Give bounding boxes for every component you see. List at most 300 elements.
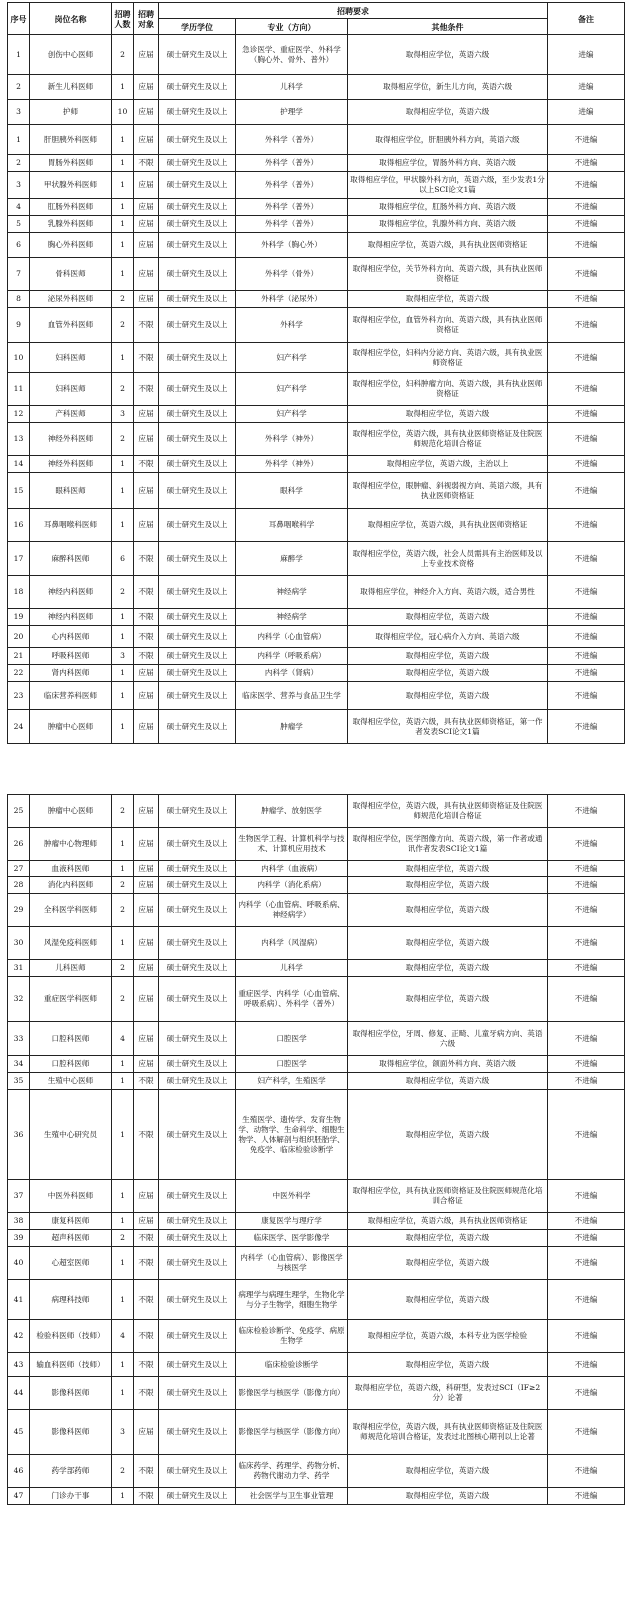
table-row	[8, 1280, 625, 1320]
cell-remark: 不进编	[548, 977, 625, 1022]
cell-other: 取得相应学位，英语六级	[348, 1247, 548, 1280]
cell-other: 取得相应学位，英语六级，具有执业医师资格证及住院医师规范化培训合格证	[348, 795, 548, 828]
cell-target: 不限	[134, 1320, 159, 1353]
cell-remark: 不进编	[548, 710, 625, 744]
cell-seq: 26	[8, 828, 30, 861]
table-row	[8, 861, 625, 877]
cell-degree: 硕士研究生及以上	[159, 1230, 236, 1247]
cell-position: 输血科医师（技师）	[30, 1353, 112, 1377]
cell-remark: 不进编	[548, 682, 625, 710]
cell-seq: 27	[8, 861, 30, 877]
cell-other: 取得相应学位，英语六级，本科专业为医学检验	[348, 1320, 548, 1353]
table-row	[8, 75, 625, 100]
cell-target: 不限	[134, 609, 159, 626]
cell-target: 应届	[134, 828, 159, 861]
cell-other: 取得相应学位，英语六级	[348, 35, 548, 75]
cell-target: 应届	[134, 927, 159, 960]
cell-position: 药学部药师	[30, 1455, 112, 1488]
cell-other: 取得相应学位，眼肿瘤、斜视弱视方向、英语六级，具有执业医师资格证	[348, 473, 548, 509]
cell-major: 生物医学工程、计算机科学与技术、计算机应用技术	[236, 828, 348, 861]
cell-count: 3	[112, 648, 134, 665]
cell-major: 耳鼻咽喉科学	[236, 509, 348, 542]
cell-count: 3	[112, 1410, 134, 1455]
cell-other: 取得相应学位，具有执业医师资格证及住院医师规范化培训合格证	[348, 1180, 548, 1213]
cell-seq: 7	[8, 258, 30, 291]
cell-degree: 硕士研究生及以上	[159, 861, 236, 877]
cell-count: 1	[112, 199, 134, 216]
cell-count: 4	[112, 1320, 134, 1353]
cell-major: 临床检验诊断学、免疫学、病原生物学	[236, 1320, 348, 1353]
cell-seq: 31	[8, 960, 30, 977]
cell-major: 临床药学、药理学、药物分析、药物代谢动力学、药学	[236, 1455, 348, 1488]
table-row	[8, 1353, 625, 1377]
cell-position: 肝胆胰外科医师	[30, 125, 112, 155]
cell-seq: 45	[8, 1410, 30, 1455]
table-row	[8, 960, 625, 977]
cell-seq: 46	[8, 1455, 30, 1488]
cell-degree: 硕士研究生及以上	[159, 291, 236, 308]
cell-major: 外科学（普外）	[236, 125, 348, 155]
cell-other: 取得相应学位，英语六级，具有执业医师资格证及住院医师规范化培训合格证	[348, 423, 548, 456]
cell-target: 应届	[134, 795, 159, 828]
cell-degree: 硕士研究生及以上	[159, 155, 236, 172]
cell-other: 取得相应学位，英语六级，具有执业医师资格证，第一作者发表SCI论文1篇	[348, 710, 548, 744]
cell-remark: 不进编	[548, 216, 625, 233]
cell-major: 内科学（呼吸系病）	[236, 648, 348, 665]
cell-target: 不限	[134, 1090, 159, 1180]
cell-position: 门诊办干事	[30, 1488, 112, 1505]
cell-remark: 不进编	[548, 199, 625, 216]
cell-position: 重症医学科医师	[30, 977, 112, 1022]
cell-major: 眼科学	[236, 473, 348, 509]
cell-position: 神经外科医师	[30, 456, 112, 473]
cell-other: 取得相应学位，医学图像方向、英语六级，第一作者或通讯作者发表SCI论文1篇	[348, 828, 548, 861]
table-row	[8, 125, 625, 155]
cell-other: 取得相应学位，英语六级	[348, 100, 548, 125]
cell-other: 取得相应学位，甲状腺外科方向，英语六级，至少发表1分以上SCI论文1篇	[348, 172, 548, 199]
cell-count: 2	[112, 576, 134, 609]
cell-target: 应届	[134, 233, 159, 258]
cell-other: 取得相应学位，英语六级	[348, 977, 548, 1022]
cell-target: 应届	[134, 1022, 159, 1056]
cell-position: 康复科医师	[30, 1213, 112, 1230]
table-row	[8, 1180, 625, 1213]
cell-major: 儿科学	[236, 960, 348, 977]
cell-target: 应届	[134, 1056, 159, 1073]
cell-other: 取得相应学位，妇科肿瘤方向、英语六级，具有执业医师资格证	[348, 373, 548, 406]
cell-count: 1	[112, 665, 134, 682]
cell-position: 肿瘤中心物理师	[30, 828, 112, 861]
cell-seq: 13	[8, 423, 30, 456]
cell-remark: 进编	[548, 100, 625, 125]
header-target: 招聘对象	[134, 3, 159, 35]
cell-target: 应届	[134, 473, 159, 509]
cell-other: 取得相应学位，英语六级	[348, 665, 548, 682]
cell-count: 1	[112, 155, 134, 172]
cell-target: 应届	[134, 258, 159, 291]
cell-degree: 硕士研究生及以上	[159, 456, 236, 473]
cell-major: 内科学（风湿病）	[236, 927, 348, 960]
cell-other: 取得相应学位，牙周、修复、正畸、儿童牙病方向、英语六级	[348, 1022, 548, 1056]
cell-remark: 不进编	[548, 626, 625, 648]
cell-position: 影像科医师	[30, 1377, 112, 1410]
cell-seq: 8	[8, 291, 30, 308]
cell-seq: 37	[8, 1180, 30, 1213]
cell-count: 3	[112, 406, 134, 423]
cell-count: 1	[112, 1073, 134, 1090]
table-row	[8, 1090, 625, 1180]
cell-degree: 硕士研究生及以上	[159, 960, 236, 977]
cell-position: 妇科医师	[30, 373, 112, 406]
cell-seq: 3	[8, 172, 30, 199]
table-row	[8, 1022, 625, 1056]
table-row	[8, 456, 625, 473]
cell-count: 2	[112, 894, 134, 927]
cell-other: 取得相应学位，英语六级	[348, 682, 548, 710]
cell-seq: 41	[8, 1280, 30, 1320]
cell-major: 临床检验诊断学	[236, 1353, 348, 1377]
cell-remark: 不进编	[548, 1090, 625, 1180]
cell-count: 1	[112, 927, 134, 960]
cell-major: 临床医学、营养与食品卫生学	[236, 682, 348, 710]
cell-seq: 15	[8, 473, 30, 509]
table-row	[8, 172, 625, 199]
cell-target: 应届	[134, 960, 159, 977]
cell-target: 不限	[134, 308, 159, 343]
cell-other: 取得相应学位，英语六级	[348, 861, 548, 877]
cell-count: 1	[112, 609, 134, 626]
cell-target: 不限	[134, 1073, 159, 1090]
table-row	[8, 1230, 625, 1247]
cell-major: 生殖医学、遗传学、发育生物学、动物学、生命科学、细胞生物学、人体解剖与组织胚胎学、免疫学、临床检验诊断学	[236, 1090, 348, 1180]
cell-degree: 硕士研究生及以上	[159, 75, 236, 100]
cell-remark: 不进编	[548, 542, 625, 576]
cell-remark: 不进编	[548, 258, 625, 291]
cell-seq: 18	[8, 576, 30, 609]
cell-major: 外科学（普外）	[236, 216, 348, 233]
cell-count: 2	[112, 373, 134, 406]
table-row	[8, 977, 625, 1022]
cell-count: 4	[112, 1022, 134, 1056]
cell-degree: 硕士研究生及以上	[159, 233, 236, 258]
table-row	[8, 828, 625, 861]
cell-count: 2	[112, 977, 134, 1022]
cell-seq: 1	[8, 35, 30, 75]
cell-other: 取得相应学位，神经介入方向、英语六级，适合男性	[348, 576, 548, 609]
cell-seq: 25	[8, 795, 30, 828]
cell-count: 1	[112, 75, 134, 100]
table-row	[8, 343, 625, 373]
cell-remark: 不进编	[548, 665, 625, 682]
cell-position: 护师	[30, 100, 112, 125]
cell-degree: 硕士研究生及以上	[159, 258, 236, 291]
cell-target: 不限	[134, 155, 159, 172]
cell-target: 不限	[134, 648, 159, 665]
cell-position: 肛肠外科医师	[30, 199, 112, 216]
cell-seq: 38	[8, 1213, 30, 1230]
cell-target: 不限	[134, 1247, 159, 1280]
cell-major: 口腔医学	[236, 1056, 348, 1073]
cell-target: 应届	[134, 977, 159, 1022]
cell-other: 取得相应学位，英语六级，主治以上	[348, 456, 548, 473]
cell-major: 内科学（心血管病、呼吸系病、神经病学）	[236, 894, 348, 927]
cell-count: 2	[112, 291, 134, 308]
cell-count: 1	[112, 1353, 134, 1377]
table-row	[8, 894, 625, 927]
table-row	[8, 1410, 625, 1455]
cell-target: 不限	[134, 456, 159, 473]
cell-position: 口腔科医师	[30, 1056, 112, 1073]
cell-degree: 硕士研究生及以上	[159, 35, 236, 75]
table-row	[8, 1247, 625, 1280]
cell-target: 应届	[134, 861, 159, 877]
cell-degree: 硕士研究生及以上	[159, 1353, 236, 1377]
cell-remark: 不进编	[548, 960, 625, 977]
cell-target: 不限	[134, 343, 159, 373]
cell-seq: 32	[8, 977, 30, 1022]
cell-major: 外科学	[236, 308, 348, 343]
cell-major: 儿科学	[236, 75, 348, 100]
cell-other: 取得相应学位，英语六级	[348, 960, 548, 977]
cell-other: 取得相应学位，英语六级	[348, 1230, 548, 1247]
cell-other: 取得相应学位，冠心病介入方向、英语六级	[348, 626, 548, 648]
table-row	[8, 682, 625, 710]
table-row	[8, 665, 625, 682]
header-remark: 备注	[548, 3, 625, 35]
cell-target: 应届	[134, 1180, 159, 1213]
cell-major: 妇产科学	[236, 343, 348, 373]
cell-major: 内科学（血液病）	[236, 861, 348, 877]
cell-target: 应届	[134, 216, 159, 233]
cell-remark: 不进编	[548, 861, 625, 877]
cell-count: 2	[112, 795, 134, 828]
cell-degree: 硕士研究生及以上	[159, 1320, 236, 1353]
cell-position: 眼科医师	[30, 473, 112, 509]
cell-other: 取得相应学位，英语六级，具有执业医师资格证	[348, 233, 548, 258]
cell-position: 肿瘤中心医师	[30, 710, 112, 744]
table-row	[8, 233, 625, 258]
cell-degree: 硕士研究生及以上	[159, 828, 236, 861]
header-position: 岗位名称	[30, 3, 112, 35]
table-row	[8, 216, 625, 233]
cell-other: 取得相应学位，英语六级	[348, 1090, 548, 1180]
cell-count: 1	[112, 216, 134, 233]
cell-target: 应届	[134, 35, 159, 75]
cell-seq: 28	[8, 877, 30, 894]
cell-major: 社会医学与卫生事业管理	[236, 1488, 348, 1505]
cell-remark: 不进编	[548, 308, 625, 343]
cell-other: 取得相应学位，英语六级，具有执业医师资格证	[348, 1213, 548, 1230]
cell-remark: 不进编	[548, 609, 625, 626]
table-row	[8, 509, 625, 542]
cell-seq: 42	[8, 1320, 30, 1353]
cell-remark: 不进编	[548, 1320, 625, 1353]
cell-count: 2	[112, 35, 134, 75]
table-row	[8, 308, 625, 343]
cell-target: 应届	[134, 423, 159, 456]
table-row	[8, 1056, 625, 1073]
cell-target: 不限	[134, 373, 159, 406]
cell-count: 6	[112, 542, 134, 576]
cell-other: 取得相应学位，血管外科方向、英语六级，具有执业医师资格证	[348, 308, 548, 343]
cell-position: 血液科医师	[30, 861, 112, 877]
cell-seq: 29	[8, 894, 30, 927]
cell-degree: 硕士研究生及以上	[159, 373, 236, 406]
cell-count: 2	[112, 308, 134, 343]
cell-remark: 不进编	[548, 473, 625, 509]
cell-position: 肾内科医师	[30, 665, 112, 682]
cell-degree: 硕士研究生及以上	[159, 576, 236, 609]
cell-remark: 不进编	[548, 1410, 625, 1455]
cell-seq: 5	[8, 216, 30, 233]
cell-remark: 不进编	[548, 1353, 625, 1377]
table-row	[8, 258, 625, 291]
cell-count: 1	[112, 861, 134, 877]
cell-degree: 硕士研究生及以上	[159, 877, 236, 894]
cell-target: 应届	[134, 509, 159, 542]
cell-major: 外科学（泌尿外）	[236, 291, 348, 308]
cell-count: 1	[112, 1213, 134, 1230]
cell-position: 临床营养科医师	[30, 682, 112, 710]
cell-remark: 不进编	[548, 1230, 625, 1247]
cell-target: 不限	[134, 1377, 159, 1410]
cell-degree: 硕士研究生及以上	[159, 1056, 236, 1073]
cell-seq: 47	[8, 1488, 30, 1505]
cell-seq: 30	[8, 927, 30, 960]
cell-degree: 硕士研究生及以上	[159, 626, 236, 648]
table-row	[8, 406, 625, 423]
cell-major: 外科学（胸心外）	[236, 233, 348, 258]
cell-position: 口腔科医师	[30, 1022, 112, 1056]
cell-seq: 1	[8, 125, 30, 155]
cell-remark: 不进编	[548, 1180, 625, 1213]
cell-position: 泌尿外科医师	[30, 291, 112, 308]
cell-seq: 33	[8, 1022, 30, 1056]
cell-seq: 17	[8, 542, 30, 576]
cell-other: 取得相应学位，颌面外科方向、英语六级	[348, 1056, 548, 1073]
cell-seq: 34	[8, 1056, 30, 1073]
cell-position: 神经内科医师	[30, 609, 112, 626]
cell-remark: 不进编	[548, 894, 625, 927]
cell-seq: 2	[8, 155, 30, 172]
cell-other: 取得相应学位，英语六级，社会人员需具有主治医师及以上专业技术资格	[348, 542, 548, 576]
cell-major: 病理学与病理生理学，生物化学与分子生物学，细胞生物学	[236, 1280, 348, 1320]
cell-other: 取得相应学位，肛肠外科方向、英语六级	[348, 199, 548, 216]
cell-target: 应届	[134, 894, 159, 927]
cell-degree: 硕士研究生及以上	[159, 894, 236, 927]
cell-remark: 不进编	[548, 648, 625, 665]
cell-degree: 硕士研究生及以上	[159, 406, 236, 423]
cell-seq: 39	[8, 1230, 30, 1247]
table-row	[8, 609, 625, 626]
cell-seq: 2	[8, 75, 30, 100]
cell-other: 取得相应学位，英语六级	[348, 1353, 548, 1377]
cell-target: 应届	[134, 1410, 159, 1455]
cell-major: 外科学（神外）	[236, 456, 348, 473]
cell-count: 1	[112, 258, 134, 291]
cell-count: 2	[112, 877, 134, 894]
cell-target: 应届	[134, 291, 159, 308]
cell-position: 生殖中心医师	[30, 1073, 112, 1090]
cell-other: 取得相应学位，英语六级	[348, 1488, 548, 1505]
cell-seq: 21	[8, 648, 30, 665]
table-row	[8, 542, 625, 576]
table-row	[8, 648, 625, 665]
cell-target: 应届	[134, 100, 159, 125]
cell-other: 取得相应学位，英语六级	[348, 877, 548, 894]
cell-count: 1	[112, 172, 134, 199]
table-row	[8, 155, 625, 172]
cell-target: 应届	[134, 125, 159, 155]
cell-count: 1	[112, 1488, 134, 1505]
table-row	[8, 1073, 625, 1090]
cell-remark: 不进编	[548, 828, 625, 861]
cell-other: 取得相应学位，英语六级，具有执业医师资格证	[348, 509, 548, 542]
recruitment-table-part1	[7, 2, 624, 744]
header-major: 专业（方向）	[236, 19, 348, 35]
cell-major: 临床医学、医学影像学	[236, 1230, 348, 1247]
recruitment-table-part2	[7, 794, 624, 1505]
cell-major: 重症医学、内科学（心血管病、呼吸系病）、外科学（普外）	[236, 977, 348, 1022]
cell-target: 不限	[134, 626, 159, 648]
cell-seq: 19	[8, 609, 30, 626]
table-body-section3	[8, 795, 625, 1505]
cell-seq: 16	[8, 509, 30, 542]
table-row	[8, 291, 625, 308]
cell-major: 影像医学与核医学（影像方向）	[236, 1410, 348, 1455]
cell-count: 2	[112, 960, 134, 977]
table-row	[8, 199, 625, 216]
cell-major: 口腔医学	[236, 1022, 348, 1056]
cell-major: 妇产科学	[236, 406, 348, 423]
table-row	[8, 1488, 625, 1505]
cell-position: 心内科医师	[30, 626, 112, 648]
cell-count: 1	[112, 1056, 134, 1073]
table-row	[8, 877, 625, 894]
cell-major: 妇产科学	[236, 373, 348, 406]
cell-other: 取得相应学位，英语六级，科研型，发表过SCI（IF≥2分）论著	[348, 1377, 548, 1410]
cell-degree: 硕士研究生及以上	[159, 509, 236, 542]
cell-degree: 硕士研究生及以上	[159, 1073, 236, 1090]
cell-position: 中医外科医师	[30, 1180, 112, 1213]
cell-count: 1	[112, 1247, 134, 1280]
cell-major: 神经病学	[236, 576, 348, 609]
header-degree: 学历学位	[159, 19, 236, 35]
cell-remark: 不进编	[548, 1455, 625, 1488]
cell-remark: 不进编	[548, 373, 625, 406]
cell-position: 神经外科医师	[30, 423, 112, 456]
cell-count: 1	[112, 343, 134, 373]
cell-other: 取得相应学位，关节外科方向、英语六级，具有执业医师资格证	[348, 258, 548, 291]
cell-remark: 不进编	[548, 233, 625, 258]
cell-degree: 硕士研究生及以上	[159, 665, 236, 682]
cell-remark: 不进编	[548, 576, 625, 609]
cell-count: 1	[112, 626, 134, 648]
table-row	[8, 1213, 625, 1230]
table-row	[8, 100, 625, 125]
cell-seq: 40	[8, 1247, 30, 1280]
header-other: 其他条件	[348, 19, 548, 35]
cell-major: 外科学（普外）	[236, 199, 348, 216]
cell-degree: 硕士研究生及以上	[159, 977, 236, 1022]
cell-major: 外科学（神外）	[236, 423, 348, 456]
cell-major: 护理学	[236, 100, 348, 125]
cell-target: 应届	[134, 665, 159, 682]
cell-count: 1	[112, 233, 134, 258]
cell-degree: 硕士研究生及以上	[159, 216, 236, 233]
cell-target: 应届	[134, 406, 159, 423]
cell-count: 2	[112, 1455, 134, 1488]
